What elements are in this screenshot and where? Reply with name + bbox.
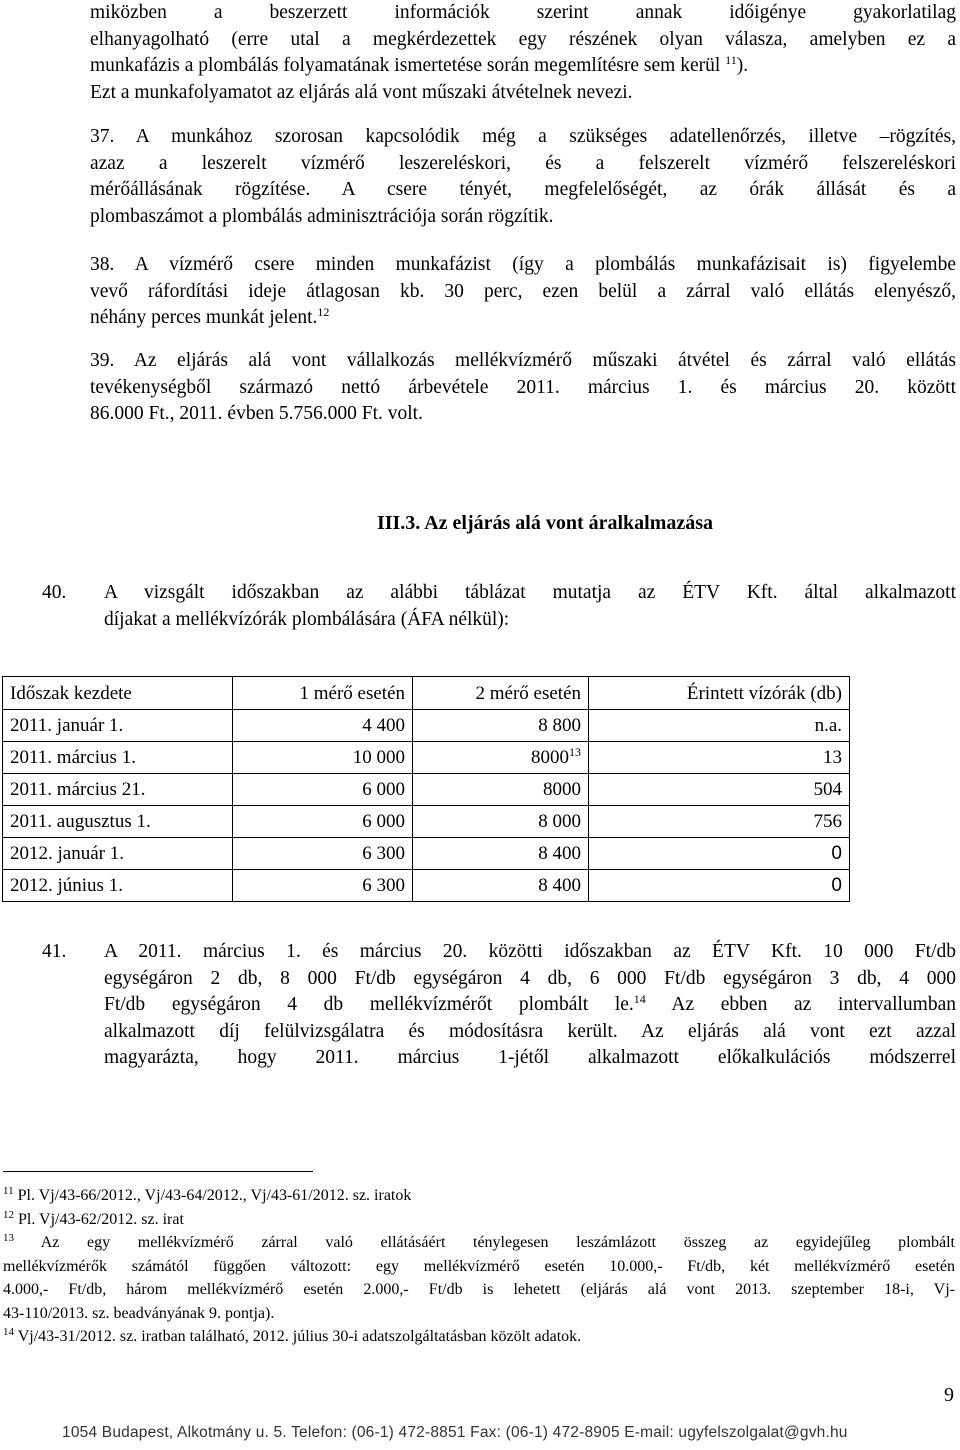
section-heading: III.3. Az eljárás alá vont áralkalmazása: [376, 512, 714, 534]
paragraph-40-number: [42, 580, 66, 607]
text-line: azaz a leszerelt vízmérő leszereléskori, és a felszerelt vízmérő felszereléskori: [90, 152, 956, 174]
text-line: miközben a beszerzett információk szerint annak időigénye gyakorlatilag: [90, 2, 956, 23]
one-meter-cell: 6 300: [233, 838, 413, 870]
text-line: tevékenységből származó nettó árbevétele 2011. március 1. és március 20. között: [90, 376, 956, 398]
period-cell: 2011. március 1.: [3, 742, 233, 774]
paragraph-number: 38.: [90, 254, 115, 275]
footnote-number: 13: [3, 1232, 14, 1244]
text-line: magyarázta, hogy 2011. március 1-jétől alkalmazott előkalkulációs módszerrel: [104, 1047, 956, 1068]
table-row: [3, 870, 850, 902]
footnote-line: mellékvízmérők számától függően változott: egy mellékvízmérő esetén 10.000,- Ft/db, két mellékvízmérő esetén: [3, 1257, 955, 1275]
table-header-cell: Időszak kezdete: [3, 677, 233, 710]
footnote-number: 14: [3, 1326, 14, 1338]
footnote-ref[interactable]: 11: [725, 53, 737, 67]
text-tail: Az ebben az intervallumban: [645, 994, 956, 1015]
period-cell: 2011. január 1.: [3, 710, 233, 742]
one-meter-cell: 6 300: [233, 870, 413, 902]
page-footer: 1054 Budapest, Alkotmány u. 5. Telefon: (06-1) 472-8851 Fax: (06-1) 472-8905 E-mail: ugyfelszolgalat@gvh.hu: [62, 1424, 848, 1441]
two-meter-cell: 8 800: [413, 710, 589, 742]
table-header-cell: Érintett vízórák (db): [589, 677, 850, 710]
one-meter-cell: 4 400: [233, 710, 413, 742]
table-row: [3, 838, 850, 870]
paragraph-39: [90, 348, 956, 428]
affected-cell: n.a.: [589, 710, 850, 742]
page-number: 9: [944, 1384, 954, 1406]
text-line-content: A munkához szorosan kapcsolódik még a szükséges adatellenőrzés, illetve –rögzítés,: [135, 126, 956, 147]
text-line: [104, 992, 956, 1019]
text-line: mérőállásának rögzítése. A csere tényét, megfelelőségét, az órák állását és a: [90, 179, 956, 200]
text-line: alkalmazott díj felülvizsgálatra és módosításra került. Az eljárás alá vont ezt azzal: [104, 1020, 956, 1042]
one-meter-cell: 10 000: [233, 742, 413, 774]
paragraph-40: [104, 580, 956, 633]
text-line: [90, 348, 956, 375]
table-header-cell: 1 mérő esetén: [233, 677, 413, 710]
paragraph-number: 37.: [90, 126, 115, 147]
text-line-content: Az eljárás alá vont vállalkozás mellékvízmérő műszaki átvétel és zárral való ellátás: [133, 350, 956, 371]
two-meter-cell: 8 400: [413, 870, 589, 902]
paragraph-number: 41.: [42, 941, 67, 962]
paragraph-41-number: [42, 939, 66, 966]
paragraph-37: [90, 124, 956, 230]
affected-cell: 0: [589, 838, 850, 870]
text-line-content: munkafázis a plombálás folyamatának ismertetése során megemlítésre sem kerül: [90, 55, 721, 76]
one-meter-cell: 6 000: [233, 774, 413, 806]
text-line: Ezt a munkafolyamatot az eljárás alá vont műszaki átvételnek nevezi.: [90, 81, 633, 103]
footnote-line: [3, 1231, 955, 1255]
table-row: [3, 774, 850, 806]
footnote-11: [3, 1184, 955, 1208]
text-line-content: Ft/db egységáron 4 db mellékvízmérőt plombált le.: [104, 994, 634, 1015]
footnote-ref[interactable]: 14: [633, 992, 646, 1006]
footnote-12: [3, 1208, 955, 1232]
footnotes: [3, 1184, 955, 1349]
table-row: [3, 806, 850, 838]
text-line: 86.000 Ft., 2011. évben 5.756.000 Ft. volt.: [90, 403, 423, 424]
footnote-text: Pl. Vj/43-66/2012., Vj/43-64/2012., Vj/43-61/2012. sz. iratok: [13, 1187, 412, 1204]
text-line: vevő ráfordítási ideje átlagosan kb. 30 perc, ezen belül a zárral való ellátás elenyésző,: [90, 280, 956, 302]
two-meter-cell: [413, 742, 589, 774]
text-line: plombaszámot a plombálás adminisztrációja során rögzítik.: [90, 205, 554, 227]
paragraph-number: 39.: [90, 350, 115, 371]
table-header-row: [3, 677, 850, 710]
two-meter-value: 8000: [531, 747, 569, 768]
text-line: díjakat a mellékvízórák plombálására (ÁFA nélkül):: [104, 608, 510, 630]
paragraph-41: [104, 939, 956, 1072]
footnote-text: Az egy mellékvízmérő zárral való ellátásáért ténylegesen leszámlázott összeg az egyidejűleg plombált: [14, 1234, 955, 1251]
text-line: [90, 53, 956, 80]
footnote-13: [3, 1231, 955, 1325]
table-row: [3, 742, 850, 774]
period-cell: 2011. augusztus 1.: [3, 806, 233, 838]
paragraph-intro: [90, 0, 956, 106]
paragraph-38: [90, 252, 956, 332]
text-line: [90, 305, 956, 332]
two-meter-cell: 8000: [413, 774, 589, 806]
footnote-line: 4.000,- Ft/db, három mellékvízmérő esetén 2.000,- Ft/db is lehetett (eljárás alá vont 2013. szeptember 18-i, Vj-: [3, 1281, 955, 1298]
text-line: [90, 252, 956, 279]
text-line: A 2011. március 1. és március 20. közötti időszakban az ÉTV Kft. 10 000 Ft/db: [104, 941, 956, 962]
footnote-line: 43-110/2013. sz. beadványának 9. pontja).: [3, 1304, 275, 1322]
one-meter-cell: 6 000: [233, 806, 413, 838]
footnote-text: Pl. Vj/43-62/2012. sz. irat: [14, 1210, 184, 1228]
paragraph-number: 40.: [42, 582, 67, 603]
table-row: [3, 710, 850, 742]
footnote-number: 12: [3, 1208, 14, 1221]
footnote-separator: [3, 1171, 313, 1172]
affected-cell: 504: [589, 774, 850, 806]
period-cell: 2012. január 1.: [3, 838, 233, 870]
text-line: [90, 124, 956, 151]
two-meter-cell: 8 400: [413, 838, 589, 870]
text-line-content: A vízmérő csere minden munkafázist (így a plombálás munkafázisait is) figyelembe: [134, 254, 956, 275]
footnote-number: 11: [3, 1185, 14, 1197]
affected-cell: 0: [589, 870, 850, 902]
footnote-ref[interactable]: 13: [569, 745, 581, 759]
fee-table: [2, 676, 850, 902]
footnote-ref[interactable]: 12: [317, 305, 330, 319]
period-cell: 2011. március 21.: [3, 774, 233, 806]
affected-cell: 13: [589, 742, 850, 774]
text-line: A vizsgált időszakban az alábbi táblázat mutatja az ÉTV Kft. által alkalmazott: [104, 582, 956, 603]
text-line-content: néhány perces munkát jelent.: [90, 307, 318, 328]
text-tail: ).: [736, 55, 749, 76]
affected-cell: 756: [589, 806, 850, 838]
two-meter-cell: 8 000: [413, 806, 589, 838]
footnote-text: Vj/43-31/2012. sz. iratban található, 2012. július 30-i adatszolgáltatásban közölt adatok.: [14, 1328, 582, 1345]
table-header-cell: 2 mérő esetén: [413, 677, 589, 710]
text-line: elhanyagolható (erre utal a megkérdezettek egy részének olyan válasza, amelyben ez a: [90, 28, 956, 50]
text-line: egységáron 2 db, 8 000 Ft/db egységáron 4 db, 6 000 Ft/db egységáron 3 db, 4 000: [104, 967, 956, 989]
period-cell: 2012. június 1.: [3, 870, 233, 902]
footnote-14: [3, 1325, 955, 1349]
